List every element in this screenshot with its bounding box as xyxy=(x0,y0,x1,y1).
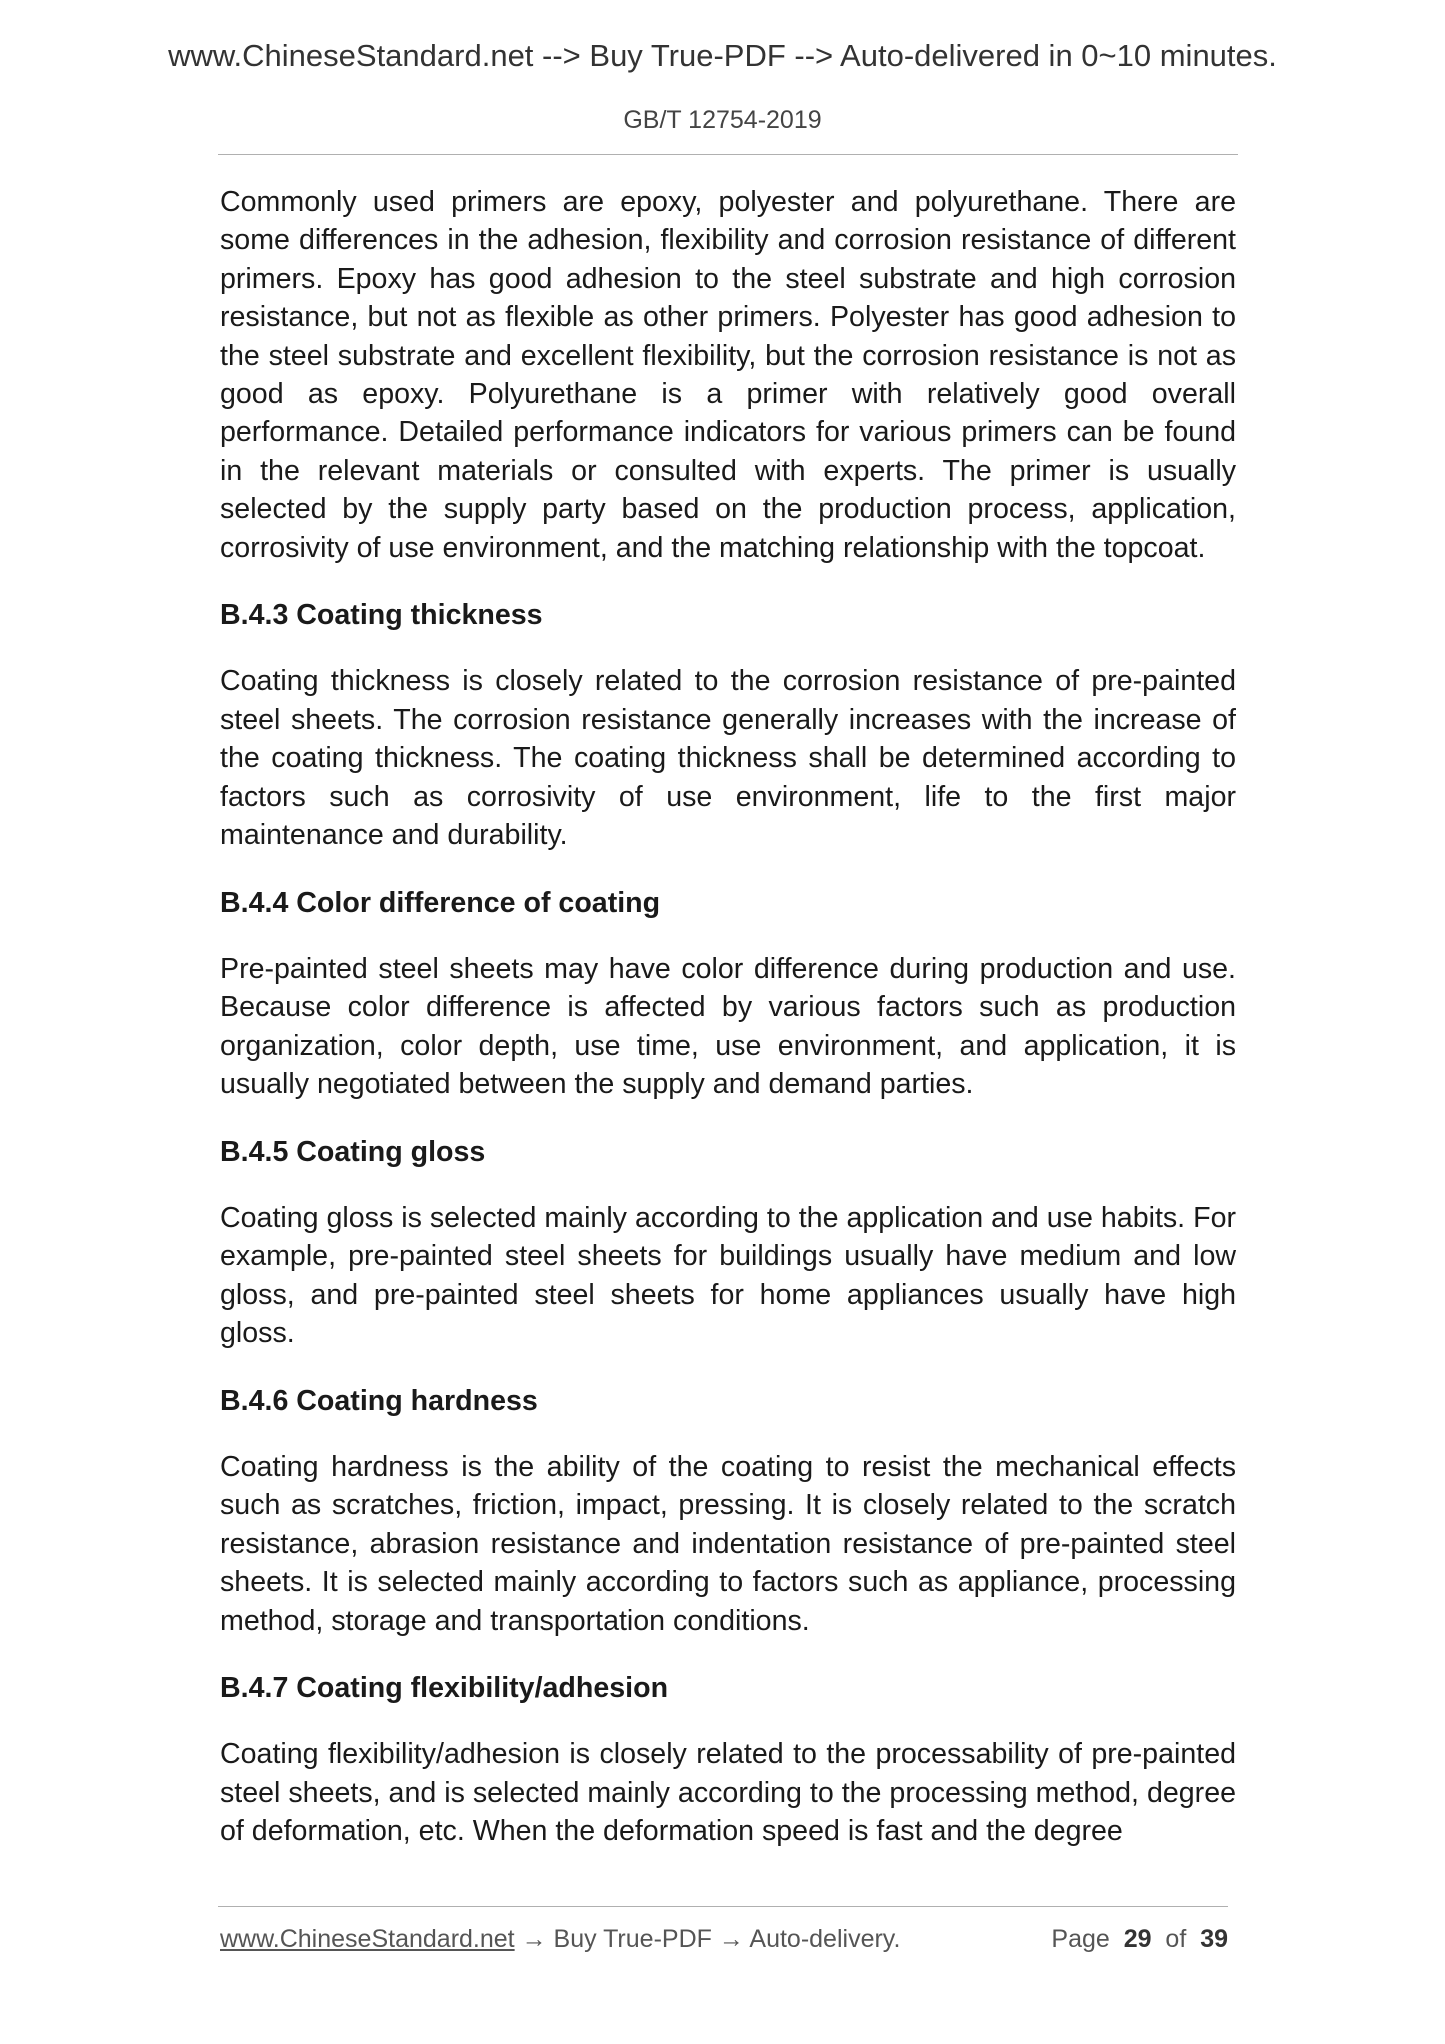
section-heading-color-difference: B.4.4 Color difference of coating xyxy=(220,886,661,919)
page-body xyxy=(220,183,1236,1880)
section-text-coating-thickness: Coating thickness is closely related to the corrosion resistance of pre-painted steel sheets. The corrosion resistance generally increases with the increase of the coating thickness. The coating thickness shall be determined according to factors such as corrosivity of use environment, life to the first major maintenance and durability. xyxy=(220,665,1236,852)
section-text-coating-hardness: Coating hardness is the ability of the coating to resist the mechanical effects such as scratches, friction, impact, pressing. It is closely related to the scratch resistance, abrasion resistance and indentation resistance of pre-painted steel sheets. It is selected mainly according to factors such as appliance, processing method, storage and transportation conditions. xyxy=(220,1450,1236,1637)
footer-site-link[interactable]: www.ChineseStandard.net xyxy=(220,1925,515,1953)
page-footer xyxy=(220,1925,1228,1954)
standard-code: GB/T 12754-2019 xyxy=(623,106,822,134)
intro-paragraph: Commonly used primers are epoxy, polyester and polyurethane. There are some differences in the adhesion, flexibility and corrosion resistance of different primers. Epoxy has good adhesion to the steel substrate and high corrosion resistance, but not as flexible as other primers. Polyester has good adhesion to the steel substrate and excellent flexibility, but the corrosion resistance is not as good as epoxy. Polyurethane is a primer with relatively good overall performance. Detailed performance indicators for various primers can be found in the relevant materials or consulted with experts. The primer is usually selected by the supply party based on the production process, application, corrosivity of use environment, and the matching relationship with the topcoat. xyxy=(220,186,1236,564)
section-heading-coating-thickness: B.4.3 Coating thickness xyxy=(220,599,543,632)
section-heading-coating-hardness: B.4.6 Coating hardness xyxy=(220,1384,538,1417)
section-heading-coating-gloss: B.4.5 Coating gloss xyxy=(220,1135,486,1168)
top-banner: www.ChineseStandard.net --> Buy True-PDF --> Auto-delivered in 0~10 minutes. xyxy=(168,38,1277,73)
section-text-color-difference: Pre-painted steel sheets may have color difference during production and use. Because color difference is affected by various factors such as production organization, color depth, use time, use environment, and application, it is usually negotiated between the supply and demand parties. xyxy=(220,952,1236,1101)
footer-divider xyxy=(218,1906,1228,1907)
section-text-coating-flexibility: Coating flexibility/adhesion is closely related to the processability of pre-painted steel sheets, and is selected mainly according to the processing method, degree of deformation, etc. When the deformation speed is fast and the degree xyxy=(220,1738,1236,1848)
section-text-coating-gloss: Coating gloss is selected mainly according to the application and use habits. For example, pre-painted steel sheets for buildings usually have medium and low gloss, and pre-painted steel sheets for home appliances usually have high gloss. xyxy=(220,1201,1236,1350)
total-pages-number: 39 xyxy=(1200,1925,1228,1953)
footer-tagline: → Buy True-PDF → Auto-delivery. xyxy=(514,1925,901,1953)
header-divider xyxy=(218,154,1238,155)
page-indicator xyxy=(1051,1925,1228,1954)
of-label: of xyxy=(1165,1925,1187,1953)
page-label: Page xyxy=(1051,1925,1110,1953)
current-page-number: 29 xyxy=(1123,1925,1152,1953)
section-heading-coating-flexibility: B.4.7 Coating flexibility/adhesion xyxy=(220,1672,669,1704)
